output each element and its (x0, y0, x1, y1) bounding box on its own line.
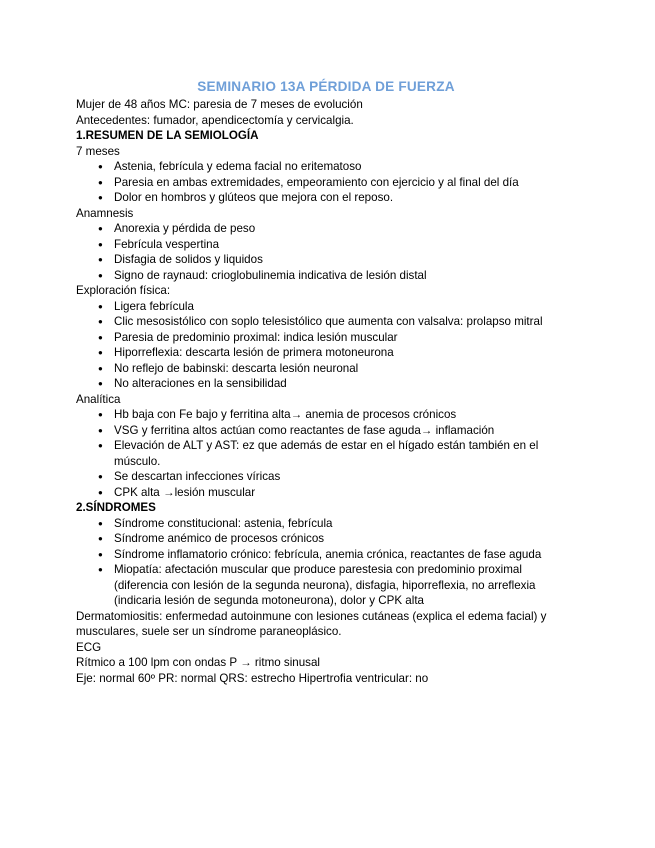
list-item: ● Miopatía: afectación muscular que produce parestesia con predominio proximal (diferencia con lesión de la segunda neurona), disfagia, hiporreflexia, no arreflexia (indicaria lesión de segunda motoneurona), dolor y CPK alta (76, 562, 576, 609)
list-item: ● Hb baja con Fe bajo y ferritina alta→ anemia de procesos crónicos (76, 407, 576, 423)
list-item: ● Dolor en hombros y glúteos que mejora con el reposo. (76, 190, 576, 206)
list-item: ● VSG y ferritina altos actúan como reactantes de fase aguda→ inflamación (76, 423, 576, 439)
list-item: ● Clic mesosistólico con soplo telesistólico que aumenta con valsalva: prolapso mitral (76, 314, 576, 330)
list-item: ● Ligera febrícula (76, 299, 576, 315)
ecg-axis-line: Eje: normal 60º PR: normal QRS: estrecho Hipertrofia ventricular: no (76, 671, 429, 685)
patient-history: Antecedentes: fumador, apendicectomía y cervicalgia. (76, 113, 354, 127)
bullet-list-syndromes (76, 516, 576, 609)
section-heading-semiology: 1.RESUMEN DE LA SEMIOLOGÍA (76, 129, 259, 142)
list-item: ● Disfagia de solidos y liquidos (76, 252, 576, 268)
list-item: ● Signo de raynaud: crioglobulinemia indicativa de lesión distal (76, 268, 576, 284)
patient-summary: Mujer de 48 años MC: paresia de 7 meses de evolución (76, 98, 363, 111)
ecg-rhythm-line: Rítmico a 100 lpm con ondas P → ritmo sinusal (76, 656, 321, 669)
group-label-7-meses: 7 meses (76, 144, 120, 158)
list-item: ● Febrícula vespertina (76, 237, 576, 253)
bullet-list-exploracion (76, 299, 576, 392)
list-item: ● CPK alta →lesión muscular (76, 485, 576, 501)
bullet-list-7-meses (76, 159, 576, 206)
ecg-label: ECG (76, 640, 102, 654)
list-item: ● Elevación de ALT y AST: ez que además de estar en el hígado están también en el músculo. (76, 438, 576, 469)
group-label-anamnesis: Anamnesis (76, 206, 134, 220)
section-heading-syndromes: 2.SÍNDROMES (76, 501, 156, 514)
dermatomyositis-paragraph: Dermatomiositis: enfermedad autoinmune con lesiones cutáneas (explica el edema facial) y musculares, suele ser un síndrome paraneoplásico. (76, 609, 547, 638)
group-label-analitica: Analítica (76, 392, 121, 406)
bullet-list-anamnesis (76, 221, 576, 283)
list-item: ● No reflejo de babinski: descarta lesión neuronal (76, 361, 576, 377)
document-content (76, 79, 576, 686)
list-item: ● Síndrome anémico de procesos crónicos (76, 531, 576, 547)
document-title: SEMINARIO 13A PÉRDIDA DE FUERZA (197, 79, 455, 94)
list-item: ● Astenia, febrícula y edema facial no eritematoso (76, 159, 576, 175)
list-item: ● Anorexia y pérdida de peso (76, 221, 576, 237)
list-item: ● Se descartan infecciones víricas (76, 469, 576, 485)
bullet-list-analitica (76, 407, 576, 500)
list-item: ● Paresia en ambas extremidades, empeoramiento con ejercicio y al final del día (76, 175, 576, 191)
list-item: ● No alteraciones en la sensibilidad (76, 376, 576, 392)
list-item: ● Síndrome inflamatorio crónico: febrícula, anemia crónica, reactantes de fase aguda (76, 547, 576, 563)
list-item: ● Hiporreflexia: descarta lesión de primera motoneurona (76, 345, 576, 361)
group-label-exploracion: Exploración física: (76, 284, 171, 297)
list-item: ● Paresia de predominio proximal: indica lesión muscular (76, 330, 576, 346)
list-item: ● Síndrome constitucional: astenia, febrícula (76, 516, 576, 532)
